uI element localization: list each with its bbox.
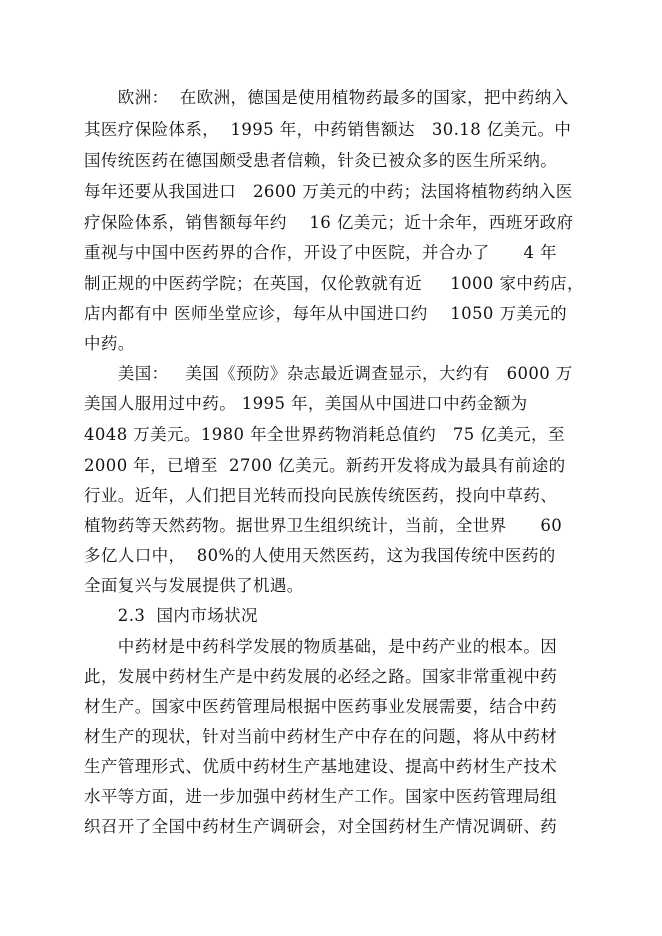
text-line: 全面复兴与发展提供了机遇。 — [84, 576, 304, 595]
text-line: 材生产的现状，针对当前中药材生产中存在的问题，将从中药材 — [84, 727, 558, 746]
text-line: 4048 万美元。1980 年全世界药物消耗总值约 75 亿美元，至 — [84, 425, 565, 444]
text-line: 材生产。国家中医药管理局根据中医药事业发展需要，结合中药 — [84, 697, 558, 716]
text-line: 织召开了全国中药材生产调研会，对全国药材生产情况调研、药 — [84, 817, 558, 836]
text-line: 美国： 美国《预防》杂志最近调查显示，大约有 6000 万 — [84, 364, 573, 383]
text-line: 此，发展中药材生产是中药发展的必经之路。国家非常重视中药 — [84, 667, 558, 686]
text-line: 店内都有中 医师坐堂应诊，每年从中国进口约 1050 万美元的 — [84, 304, 568, 323]
text-line: 欧洲： 在欧洲，德国是使用植物药最多的国家，把中药纳入 — [84, 88, 569, 107]
text-line: 每年还要从我国进口 2600 万美元的中药；法国将植物药纳入医 — [84, 182, 573, 201]
text-line: 中药材是中药科学发展的物质基础，是中药产业的根本。因 — [84, 637, 558, 656]
text-line: 2000 年，已增至 2700 亿美元。新药开发将成为最具有前途的 — [84, 456, 566, 475]
section-heading: 2.3 国内市场状况 — [84, 606, 258, 625]
text-line: 植物药等天然药物。据世界卫生组织统计，当前，全世界 60 — [84, 516, 563, 535]
text-line: 生产管理形式、优质中药材生产基地建设、提高中药材生产技术 — [84, 757, 558, 776]
text-line: 重视与中国中医药界的合作，开设了中医院，并合办了 4 年 — [84, 243, 557, 262]
text-line: 疗保险体系，销售额每年约 16 亿美元；近十余年，西班牙政府 — [84, 213, 574, 232]
text-line: 美国人服用过中药。 1995 年，美国从中国进口中药金额为 — [84, 394, 528, 413]
text-line: 多亿人口中， 80%的人使用天然医药，这为我国传统中医药的 — [84, 546, 556, 565]
text-line: 行业。近年，人们把目光转而投向民族传统医药，投向中草药、 — [84, 486, 558, 505]
text-line: 中药。 — [84, 334, 135, 353]
text-line: 水平等方面，进一步加强中药材生产工作。国家中医药管理局组 — [84, 787, 558, 806]
text-line: 制正规的中医药学院；在英国，仅伦敦就有近 1000 家中药店， — [84, 274, 584, 293]
text-line: 其医疗保险体系， 1995 年，中药销售额达 30.18 亿美元。中 — [84, 120, 572, 139]
text-line: 国传统医药在德国颇受患者信赖，针灸已被众多的医生所采纳。 — [84, 151, 558, 170]
